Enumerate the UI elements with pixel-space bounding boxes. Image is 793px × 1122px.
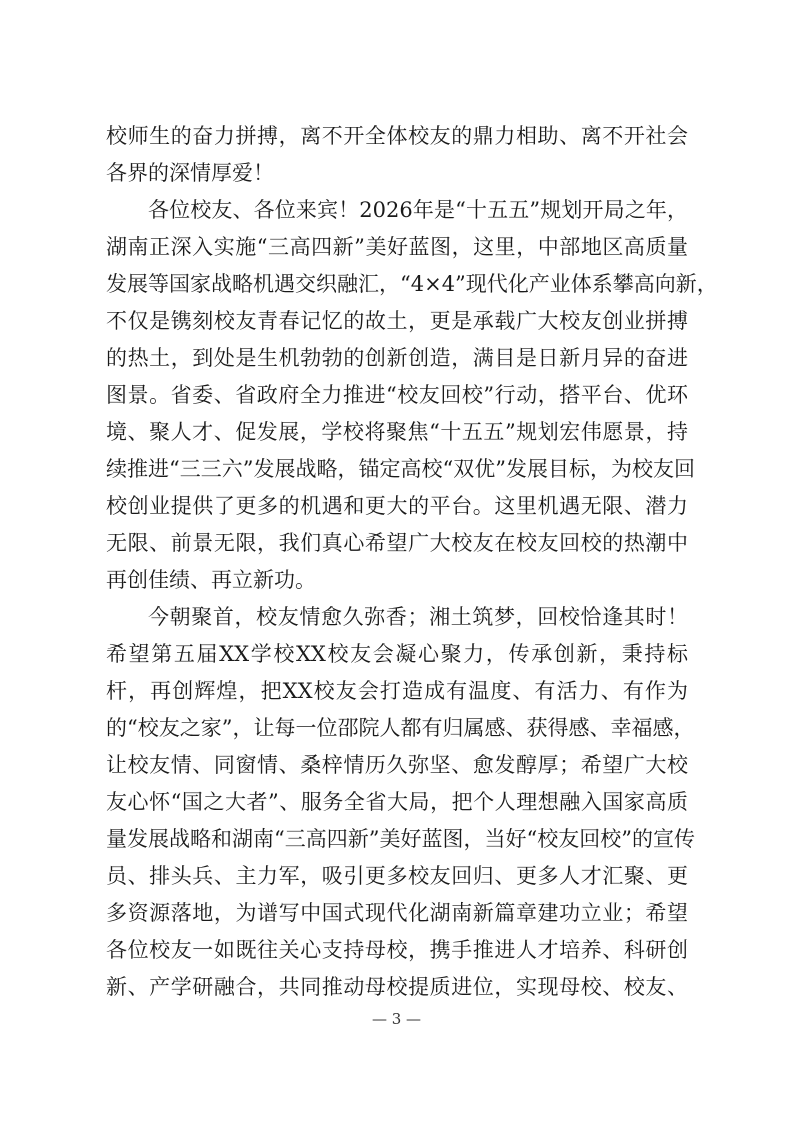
text-line: 不仅是镌刻校友青春记忆的故土，更是承载广大校友创业拼搏 — [106, 309, 688, 333]
text-line: 各位校友一如既往关心支持母校，携手推进人才培养、科研创 — [106, 938, 688, 962]
text-line: 湖南正深入实施“三高四新”美好蓝图，这里，中部地区高质量 — [106, 235, 688, 259]
text-line: 新、产学研融合，共同推动母校提质进位，实现母校、校友、 — [106, 975, 688, 999]
text-line: 校创业提供了更多的机遇和更大的平台。这里机遇无限、潜力 — [106, 494, 688, 518]
text-line: 友心怀“国之大者”、服务全省大局，把个人理想融入国家高质 — [106, 790, 688, 814]
text-line: 再创佳绩、再立新功。 — [106, 568, 316, 592]
text-line: 员、排头兵、主力军，吸引更多校友回归、更多人才汇聚、更 — [106, 864, 688, 888]
text-line: 图景。省委、省政府全力推进“校友回校”行动，搭平台、优环 — [106, 383, 688, 407]
text-line: 续推进“三三六”发展战略，锚定高校“双优”发展目标，为校友回 — [106, 457, 695, 481]
paragraph-first-line: 今朝聚首，校友情愈久弥香；湘土筑梦，回校恰逢其时！ — [148, 605, 688, 629]
body-text — [106, 118, 718, 1006]
paragraph-first-line: 各位校友、各位来宾！2026年是“十五五”规划开局之年， — [148, 198, 688, 222]
text-line: 的热土，到处是生机勃勃的创新创造，满目是日新月异的奋进 — [106, 346, 688, 370]
text-line: 校师生的奋力拼搏，离不开全体校友的鼎力相助、离不开社会 — [106, 124, 688, 148]
text-line: 让校友情、同窗情、桑梓情历久弥坚、愈发醇厚；希望广大校 — [106, 753, 688, 777]
page-number: — 3 — — [371, 1010, 422, 1028]
text-line: 多资源落地，为谱写中国式现代化湖南新篇章建功立业；希望 — [106, 901, 688, 925]
text-line: 量发展战略和湖南“三高四新”美好蓝图，当好“校友回校”的宣传 — [106, 827, 695, 851]
text-line: 发展等国家战略机遇交织融汇，“4×4”现代化产业体系攀高向新， — [106, 272, 718, 296]
text-line: 各界的深情厚爱！ — [106, 161, 274, 185]
text-line: 杆，再创辉煌，把XX校友会打造成有温度、有活力、有作为 — [106, 679, 688, 703]
text-line: 无限、前景无限，我们真心希望广大校友在校友回校的热潮中 — [106, 531, 688, 555]
text-line: 的“校友之家”，让每一位邵院人都有归属感、获得感、幸福感， — [106, 716, 695, 740]
text-line: 希望第五届XX学校XX校友会凝心聚力，传承创新，秉持标 — [106, 642, 688, 666]
text-line: 境、聚人才、促发展，学校将聚焦“十五五”规划宏伟愿景，持 — [106, 420, 688, 444]
